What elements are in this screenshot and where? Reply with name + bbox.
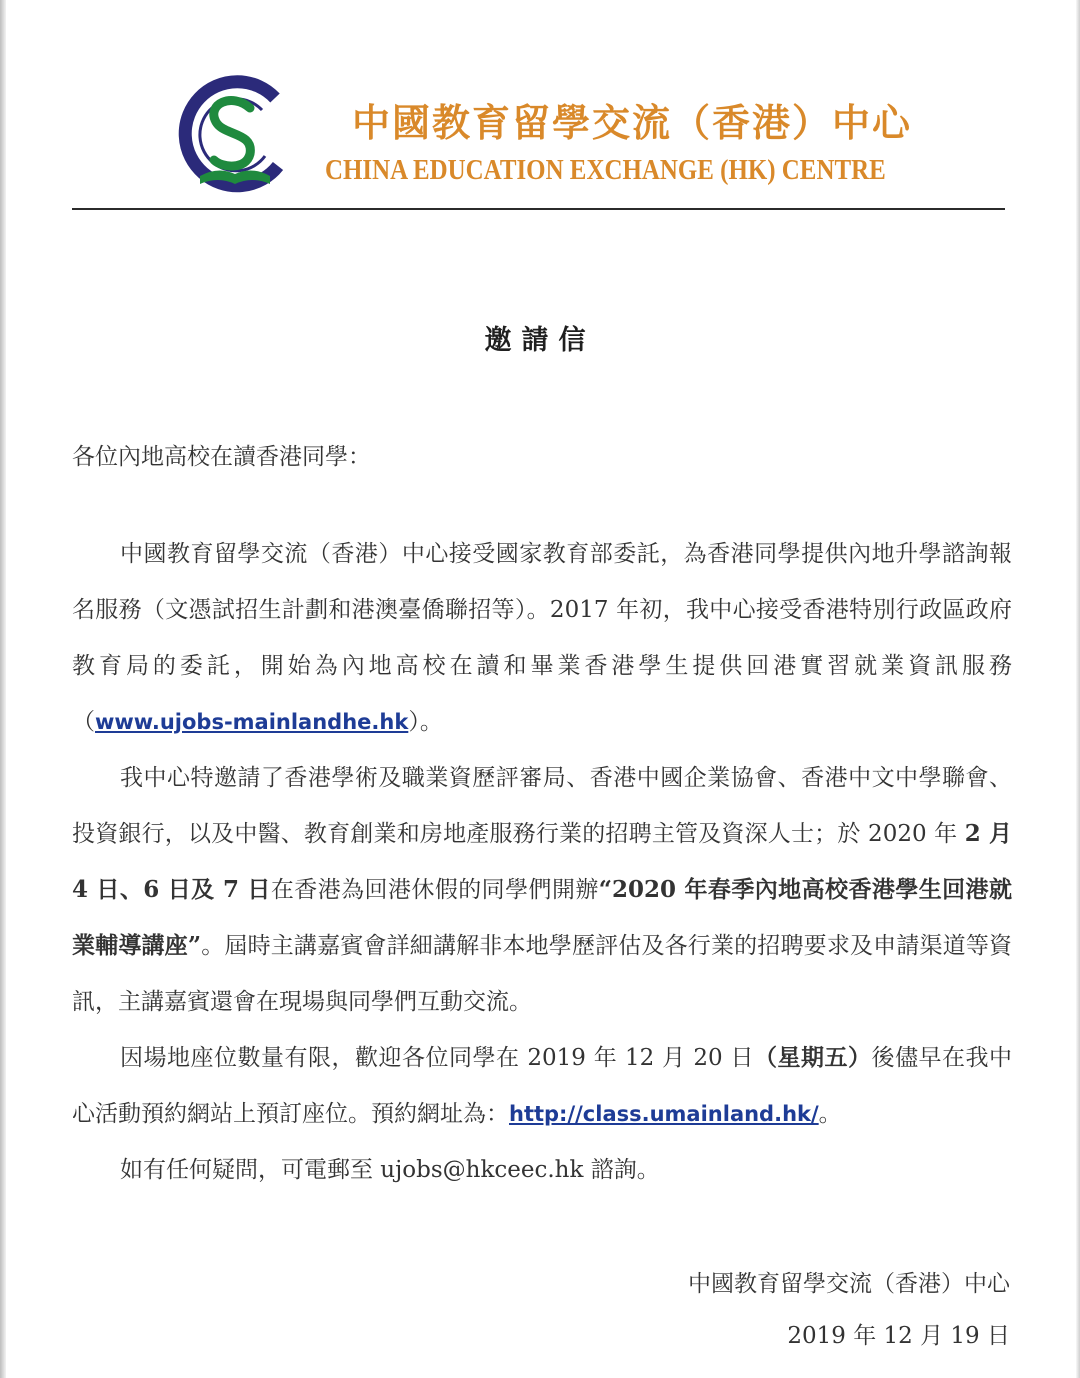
header-divider <box>72 208 1005 210</box>
paragraph-2 <box>72 750 1012 1030</box>
ujobs-website-link[interactable]: www.ujobs-mainlandhe.hk <box>95 710 409 734</box>
p1-text-a: 中國教育留學交流（香港）中心接受國家教育部委託，為香港同學提供內地升學諮詢報名服務（文憑試招生計劃和港澳臺僑聯招等）。2017 年初，我中心接受香港特別行政區政府教育局的委託，開始為內地高校在讀和畢業香港學生提供回港實習就業資訊服務（ <box>72 541 1012 735</box>
salutation: 各位內地高校在讀香港同學： <box>72 444 371 470</box>
page-edge-left <box>0 0 6 1378</box>
weekday: （星期五） <box>753 1044 872 1071</box>
p3-text-c: 。 <box>818 1101 842 1127</box>
letter-title: 邀請信 <box>484 325 596 356</box>
p4-text-a: 如有任何疑問，可電郵至 ujobs@hkceec.hk 諮詢。 <box>120 1157 660 1183</box>
paragraph-3 <box>72 1030 1012 1142</box>
org-name-chinese: 中國教育留學交流（香港）中心 <box>352 101 913 145</box>
signature-org: 中國教育留學交流（香港）中心 <box>688 1271 1010 1297</box>
p2-text-b: 在香港為回港休假的同學們開辦 <box>270 877 599 903</box>
event-dates: 2 月 4 日、6 日及 7 日 <box>72 820 1013 903</box>
p2-text-a: 我中心特邀請了香港學術及職業資歷評審局、香港中國企業協會、香港中文中學聯會、投資銀行，以及中醫、教育創業和房地產服務行業的招聘主管及資深人士；於 2020 年 <box>72 765 1012 847</box>
booking-website-link[interactable]: http://class.umainland.hk/ <box>509 1102 819 1126</box>
org-name-english: CHINA EDUCATION EXCHANGE (HK) CENTRE <box>325 154 886 186</box>
signature-date: 2019 年 12 月 19 日 <box>787 1323 1010 1349</box>
signature-block <box>688 1258 1010 1362</box>
letterhead <box>170 62 913 197</box>
letter-body <box>72 526 1012 1198</box>
organization-logo <box>170 70 300 194</box>
paragraph-1 <box>72 526 1012 750</box>
event-name: “2020 年春季內地高校香港學生回港就業輔導講座” <box>72 876 1012 959</box>
p2-text-c: 。屆時主講嘉賓會詳細講解非本地學歷評估及各行業的招聘要求及申請渠道等資訊，主講嘉賓還會在現場與同學們互動交流。 <box>72 933 1012 1015</box>
p3-text-a: 因場地座位數量有限，歡迎各位同學在 2019 年 12 月 20 日 <box>120 1045 754 1071</box>
p1-text-b: ）。 <box>408 709 443 735</box>
paragraph-4 <box>72 1142 1012 1198</box>
p3-text-b: 後儘早在我中心活動預約網站上預訂座位。預約網址為： <box>72 1045 1013 1127</box>
page-edge-right <box>1076 0 1080 1378</box>
